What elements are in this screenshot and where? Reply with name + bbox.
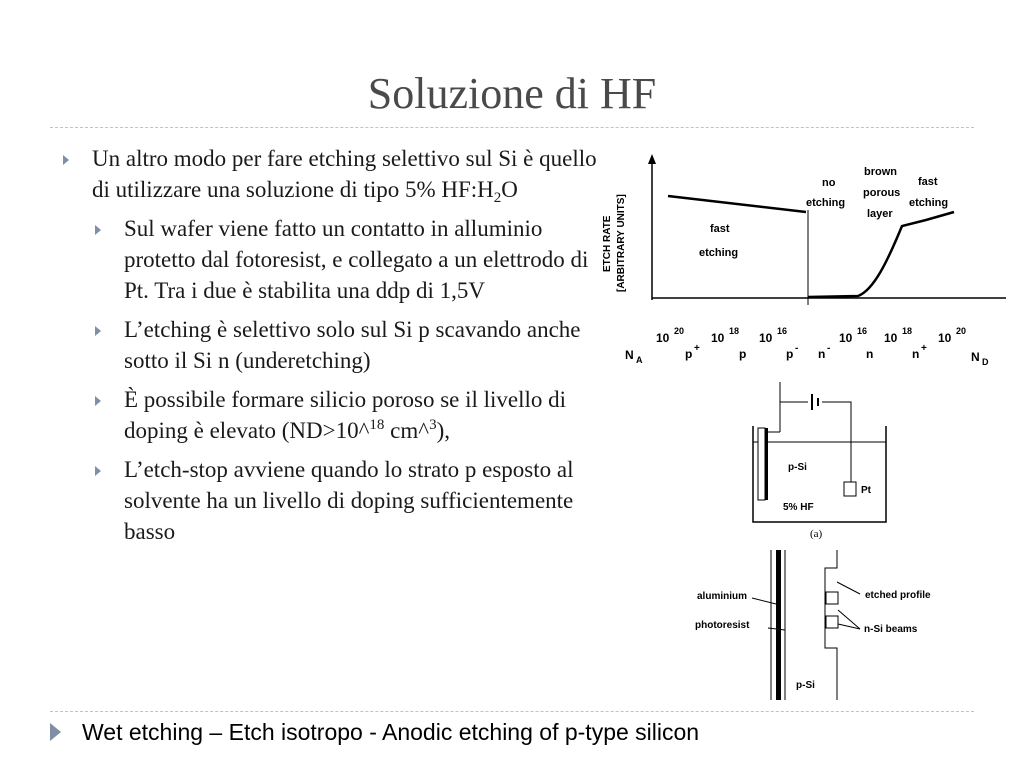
type-superscript: + (921, 343, 927, 354)
bullet-list (60, 143, 605, 547)
tick-exponent: 20 (674, 326, 685, 336)
figure-caption: (a) (810, 528, 823, 540)
label-porous: porous (863, 187, 901, 199)
sub-bullet-contact (60, 213, 605, 306)
sub-bullet-text: ), (436, 418, 450, 443)
bullet-main (60, 143, 605, 205)
hf-label: 5% HF (783, 502, 814, 513)
aluminium-contact (765, 428, 768, 500)
etch-cell-diagram (740, 372, 890, 542)
tick-exponent: 20 (956, 326, 967, 336)
superscript: 3 (429, 417, 437, 433)
n-si-beam (826, 592, 838, 604)
sub-bullet-text: L’etching è selettivo solo sul Si p scavando anche sotto il Si n (underetching) (124, 317, 581, 373)
etch-curve-p (668, 196, 806, 212)
aluminium-layer (776, 550, 781, 700)
p-si-label: p-Si (796, 680, 815, 691)
type-label: n (818, 347, 826, 361)
tick-exponent: 16 (857, 326, 868, 336)
slide-title: Soluzione di HF (367, 69, 657, 118)
footer-divider (50, 711, 974, 712)
footer-text: Wet etching – Etch isotropo - Anodic etching of p-type silicon (82, 719, 700, 745)
pt-electrode (844, 482, 856, 496)
sub-bullet-arrow-icon (95, 225, 101, 235)
nd-label: N (971, 350, 980, 364)
beaker (753, 426, 886, 522)
beams-cross-section (690, 546, 955, 706)
etch-curve-n (808, 212, 954, 297)
label-etching: etching (909, 197, 949, 209)
ylabel-line2: [ARBITRARY UNITS] (616, 194, 627, 292)
type-label: p (786, 347, 794, 361)
label-fast: fast (918, 176, 938, 188)
sub-bullet-arrow-icon (95, 326, 101, 336)
wafer-holder (758, 428, 765, 500)
type-superscript: - (827, 343, 831, 354)
sub-bullet-text: cm^ (384, 418, 430, 443)
etched-profile-label: etched profile (865, 590, 931, 601)
aluminium-label: aluminium (697, 591, 748, 602)
type-label: p (739, 347, 747, 361)
footer-arrow-icon (50, 723, 61, 741)
bullet-main-text-end: O (501, 177, 518, 202)
tick-label: 10 (938, 331, 952, 345)
tick-label: 10 (759, 331, 773, 345)
type-label: n (866, 347, 874, 361)
tick-exponent: 18 (729, 326, 740, 336)
p-si-label: p-Si (788, 462, 807, 473)
label-no: no (822, 177, 836, 189)
n-si-beams-label: n-Si beams (864, 624, 918, 635)
subscript-2: 2 (493, 190, 502, 206)
label-etching: etching (699, 247, 739, 259)
sub-bullet-text: È possibile formare silicio poroso se il livello di doping è elevato (ND>10^ (124, 387, 567, 443)
type-label: p (685, 347, 693, 361)
sub-bullet-text: Sul wafer viene fatto un contatto in alluminio protetto dal fotoresist, e collegato a un elettrodo di Pt. Tra i due è stabilita una ddp di 1,5V (124, 216, 589, 303)
tick-label: 10 (884, 331, 898, 345)
y-axis-arrow-icon (648, 154, 656, 164)
etch-rate-graph (596, 140, 1016, 372)
label-layer: layer (867, 208, 893, 220)
type-label: n (912, 347, 920, 361)
n-si-beam (826, 616, 838, 628)
leader-line (752, 598, 776, 604)
label-brown: brown (864, 166, 897, 178)
type-superscript: - (795, 343, 799, 354)
na-subscript: A (636, 355, 643, 365)
title-divider (50, 127, 974, 128)
pt-label: Pt (861, 485, 871, 496)
sub-bullet-selective (60, 314, 605, 376)
tick-label: 10 (656, 331, 670, 345)
superscript: 18 (369, 417, 385, 433)
sub-bullet-arrow-icon (95, 396, 101, 406)
nd-subscript: D (982, 357, 989, 367)
wire (780, 382, 808, 402)
type-superscript: + (694, 343, 700, 354)
tick-exponent: 16 (777, 326, 788, 336)
sub-bullet-text: L’etch-stop avviene quando lo strato p esposto al solvente ha un livello di doping sufficientemente basso (124, 457, 574, 544)
sub-bullet-porous (60, 384, 605, 446)
sub-bullet-etch-stop (60, 454, 605, 547)
tick-exponent: 18 (902, 326, 913, 336)
label-fast: fast (710, 223, 730, 235)
tick-label: 10 (839, 331, 853, 345)
bullet-main-text: Un altro modo per fare etching selettivo sul Si è quello di utilizzare una soluzione di tipo 5% HF:H (92, 146, 597, 202)
sub-bullet-arrow-icon (95, 466, 101, 476)
ylabel-line1: ETCH RATE (602, 215, 613, 272)
tick-label: 10 (711, 331, 725, 345)
bullet-arrow-icon (63, 155, 69, 165)
na-label: N (625, 348, 634, 362)
label-etching: etching (806, 197, 846, 209)
leader-line (837, 582, 860, 594)
photoresist-label: photoresist (695, 620, 750, 631)
